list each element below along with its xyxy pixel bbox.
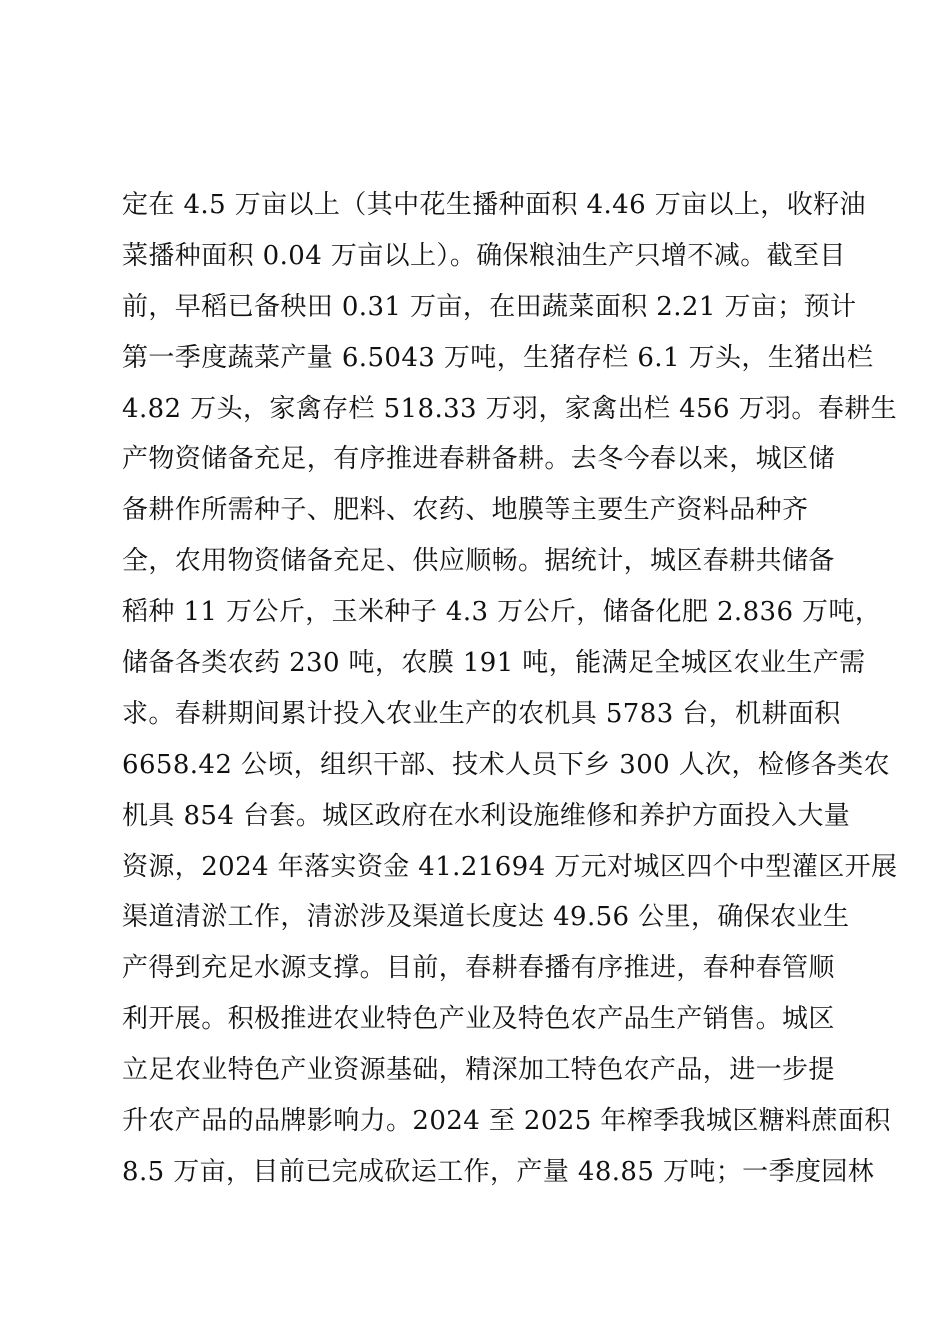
text-line: 产物资储备充足，有序推进春耕备耕。去冬今春以来，城区储 xyxy=(122,444,835,475)
body-paragraph xyxy=(122,180,898,1198)
text-line: 定在 4.5 万亩以上（其中花生播种面积 4.46 万亩以上，收籽油 xyxy=(122,190,866,220)
text-line: 第一季度蔬菜产量 6.5043 万吨，生猪存栏 6.1 万头，生猪出栏 xyxy=(122,342,874,373)
text-line: 备耕作所需种子、肥料、农药、地膜等主要生产资料品种齐 xyxy=(122,495,809,526)
text-line: 菜播种面积 0.04 万亩以上）。确保粮油生产只增不减。截至目 xyxy=(122,240,846,271)
text-line: 储备各类农药 230 吨，农膜 191 吨，能满足全城区农业生产需 xyxy=(122,648,866,679)
text-line: 前，早稻已备秧田 0.31 万亩，在田蔬菜面积 2.21 万亩；预计 xyxy=(122,291,857,322)
text-line: 6658.42 公顷，组织干部、技术人员下乡 300 人次，检修各类农 xyxy=(122,749,890,780)
text-line: 资源，2024 年落实资金 41.21694 万元对城区四个中型灌区开展 xyxy=(122,851,898,882)
text-line: 稻种 11 万公斤，玉米种子 4.3 万公斤，储备化肥 2.836 万吨， xyxy=(122,597,882,628)
text-line: 渠道清淤工作，清淤涉及渠道长度达 49.56 公里，确保农业生 xyxy=(122,902,850,933)
text-line: 8.5 万亩，目前已完成砍运工作，产量 48.85 万吨；一季度园林 xyxy=(122,1156,875,1187)
text-line: 求。春耕期间累计投入农业生产的农机具 5783 台，机耕面积 xyxy=(122,698,841,729)
text-line: 利开展。积极推进农业特色产业及特色农产品生产销售。城区 xyxy=(122,1004,835,1035)
text-line: 升农产品的品牌影响力。2024 至 2025 年榨季我城区糖料蔗面积 xyxy=(122,1106,891,1137)
text-line: 机具 854 台套。城区政府在水利设施维修和养护方面投入大量 xyxy=(122,800,851,831)
text-line: 全，农用物资储备充足、供应顺畅。据统计，城区春耕共储备 xyxy=(122,546,835,577)
text-line: 立足农业特色产业资源基础，精深加工特色农产品，进一步提 xyxy=(122,1055,835,1086)
text-line: 4.82 万头，家禽存栏 518.33 万羽，家禽出栏 456 万羽。春耕生 xyxy=(122,393,898,424)
text-line: 产得到充足水源支撑。目前，春耕春播有序推进，春种春管顺 xyxy=(122,953,835,984)
